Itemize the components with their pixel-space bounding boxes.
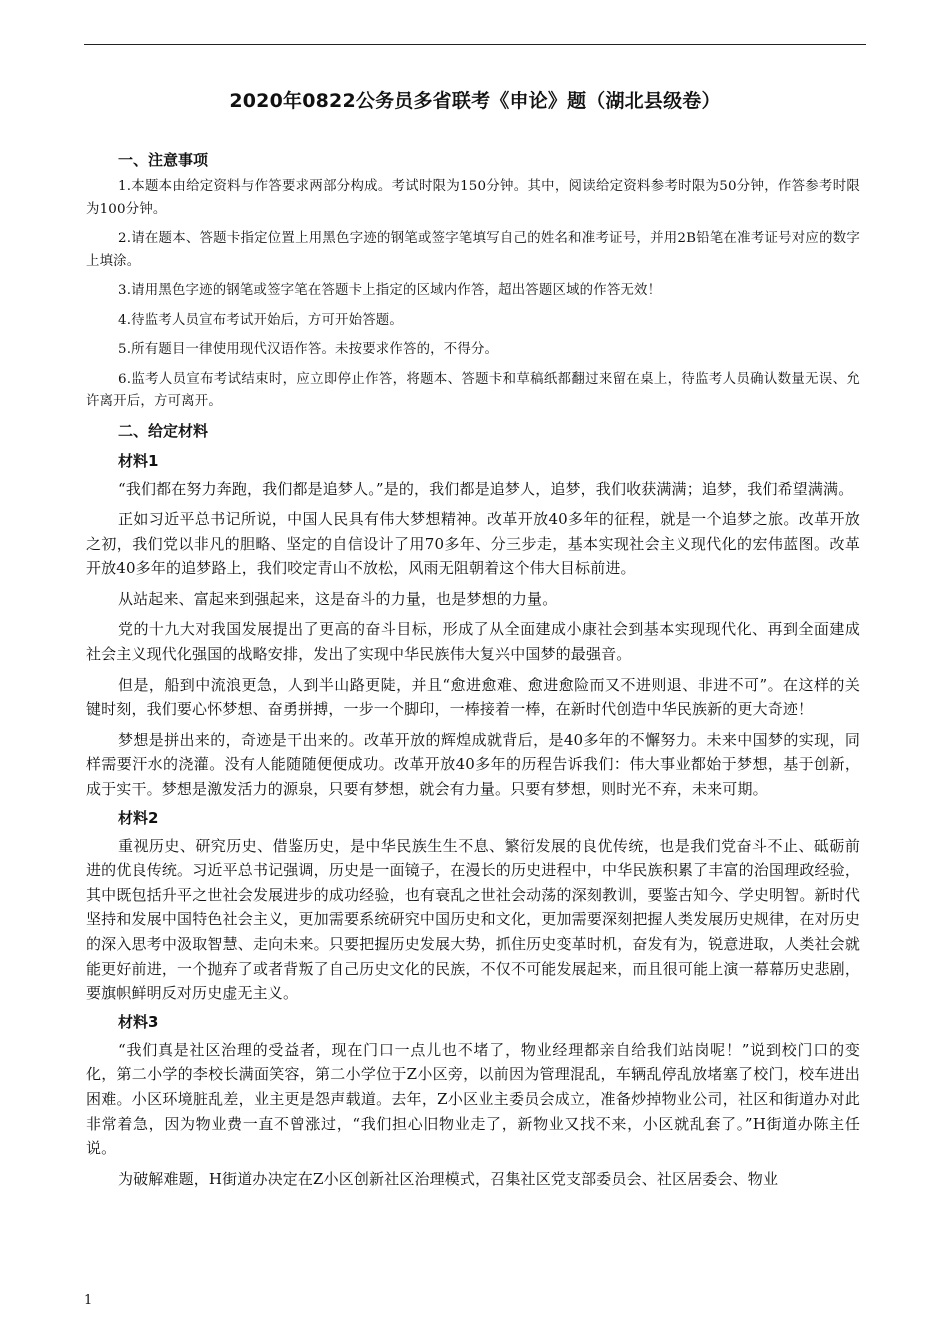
material-paragraph: 从站起来、富起来到强起来，这是奋斗的力量，也是梦想的力量。 [118, 589, 558, 608]
notice-item: 1.本题本由给定资料与作答要求两部分构成。考试时限为150分钟。其中，阅读给定资料参考时限为50分钟，作答参考时限为100分钟。 [86, 179, 860, 217]
section-heading-notice: 一、注意事项 [118, 151, 209, 169]
notice-item: 3.请用黑色字迹的钢笔或签字笔在答题卡上指定的区域内作答，超出答题区域的作答无效！ [118, 283, 662, 298]
notice-item: 4.待监考人员宣布考试开始后，方可开始答题。 [118, 312, 403, 328]
document-title: 2020年0822公务员多省联考《申论》题（湖北县级卷） [229, 90, 721, 112]
material-paragraph: 党的十九大对我国发展提出了更高的奋斗目标，形成了从全面建成小康社会到基本实现现代化、再到全面建成社会主义现代化强国的战略安排，发出了实现中华民族伟大复兴中国梦的最强音。 [86, 620, 860, 664]
material-title: 材料3 [118, 1012, 159, 1031]
material-paragraph: 梦想是拼出来的，奇迹是干出来的。改革开放的辉煌成就背后，是40多年的不懈努力。未来中国梦的实现，同样需要汗水的浇灌。没有人能随随便便成功。改革开放40多年的历程告诉我们：伟大事业都始于梦想，基于创新，成于实干。梦想是激发活力的源泉，只要有梦想，就会有力量。只要有梦想，则时光不弃，未来可期。 [86, 730, 860, 799]
notice-item: 2.请在题本、答题卡指定位置上用黑色字迹的钢笔或签字笔填写自己的姓名和准考证号，并用2B铅笔在准考证号对应的数字上填涂。 [86, 231, 860, 269]
material-title: 材料1 [118, 451, 159, 470]
header-rule [84, 44, 866, 45]
material-paragraph: 正如习近平总书记所说，中国人民具有伟大梦想精神。改革开放40多年的征程，就是一个追梦之旅。改革开放之初，我们党以非凡的胆略、坚定的自信设计了用70多年、分三步走，基本实现社会主义现代化的宏伟蓝图。改革开放40多年的追梦路上，我们咬定青山不放松，风雨无阻朝着这个伟大目标前进。 [86, 510, 860, 578]
notice-item: 5.所有题目一律使用现代汉语作答。未按要求作答的，不得分。 [118, 342, 499, 357]
material-paragraph: “我们都在努力奔跑，我们都是追梦人。”是的，我们都是追梦人，追梦，我们收获满满；追梦，我们希望满满。 [118, 479, 854, 498]
material-title: 材料2 [118, 808, 159, 827]
section-heading-materials: 二、给定材料 [118, 421, 209, 440]
material-paragraph: “我们真是社区治理的受益者，现在门口一点儿也不堵了，物业经理都亲自给我们站岗呢！”说到校门口的变化，第二小学的李校长满面笑容，第二小学位于Z小区旁，以前因为管理混乱，车辆乱停乱放堵塞了校门，校车进出困难。小区环境脏乱差，业主更是怨声载道。去年，Z小区业主委员会成立，准备炒掉物业公司，社区和街道办对此非常着急，因为物业费一直不曾涨过，“我们担心旧物业走了，新物业又找不来，小区就乱套了。”H街道办陈主任说。 [86, 1040, 860, 1158]
material-paragraph: 为破解难题，H街道办决定在Z小区创新社区治理模式，召集社区党支部委员会、社区居委会、物业 [118, 1169, 779, 1188]
notice-item: 6.监考人员宣布考试结束时，应立即停止作答，将题本、答题卡和草稿纸都翻过来留在桌上，待监考人员确认数量无误、允许离开后，方可离开。 [86, 371, 860, 409]
document-body [86, 150, 860, 1197]
material-paragraph: 重视历史、研究历史、借鉴历史，是中华民族生生不息、繁衍发展的良优传统，也是我们党奋斗不止、砥砺前进的优良传统。习近平总书记强调，历史是一面镜子，在漫长的历史进程中，中华民族积累了丰富的治国理政经验，其中既包括升平之世社会发展进步的成功经验，也有衰乱之世社会动荡的深刻教训，要鉴古知今、学史明智。新时代坚持和发展中国特色社会主义，更加需要系统研究中国历史和文化，更加需要深刻把握人类发展历史规律，在对历史的深入思考中汲取智慧、走向未来。只要把握历史发展大势，抓住历史变革时机，奋发有为，锐意进取，人类社会就能更好前进，一个抛弃了或者背叛了自己历史文化的民族，不仅不可能发展起来，而且很可能上演一幕幕历史悲剧，要旗帜鲜明反对历史虚无主义。 [86, 836, 860, 1003]
material-paragraph: 但是，船到中流浪更急，人到半山路更陡，并且“愈进愈难、愈进愈险而又不进则退、非进不可”。在这样的关键时刻，我们要心怀梦想、奋勇拼搏，一步一个脚印，一棒接着一棒，在新时代创造中华民族新的更大奇迹！ [86, 675, 860, 719]
page-number: 1 [84, 1293, 93, 1308]
